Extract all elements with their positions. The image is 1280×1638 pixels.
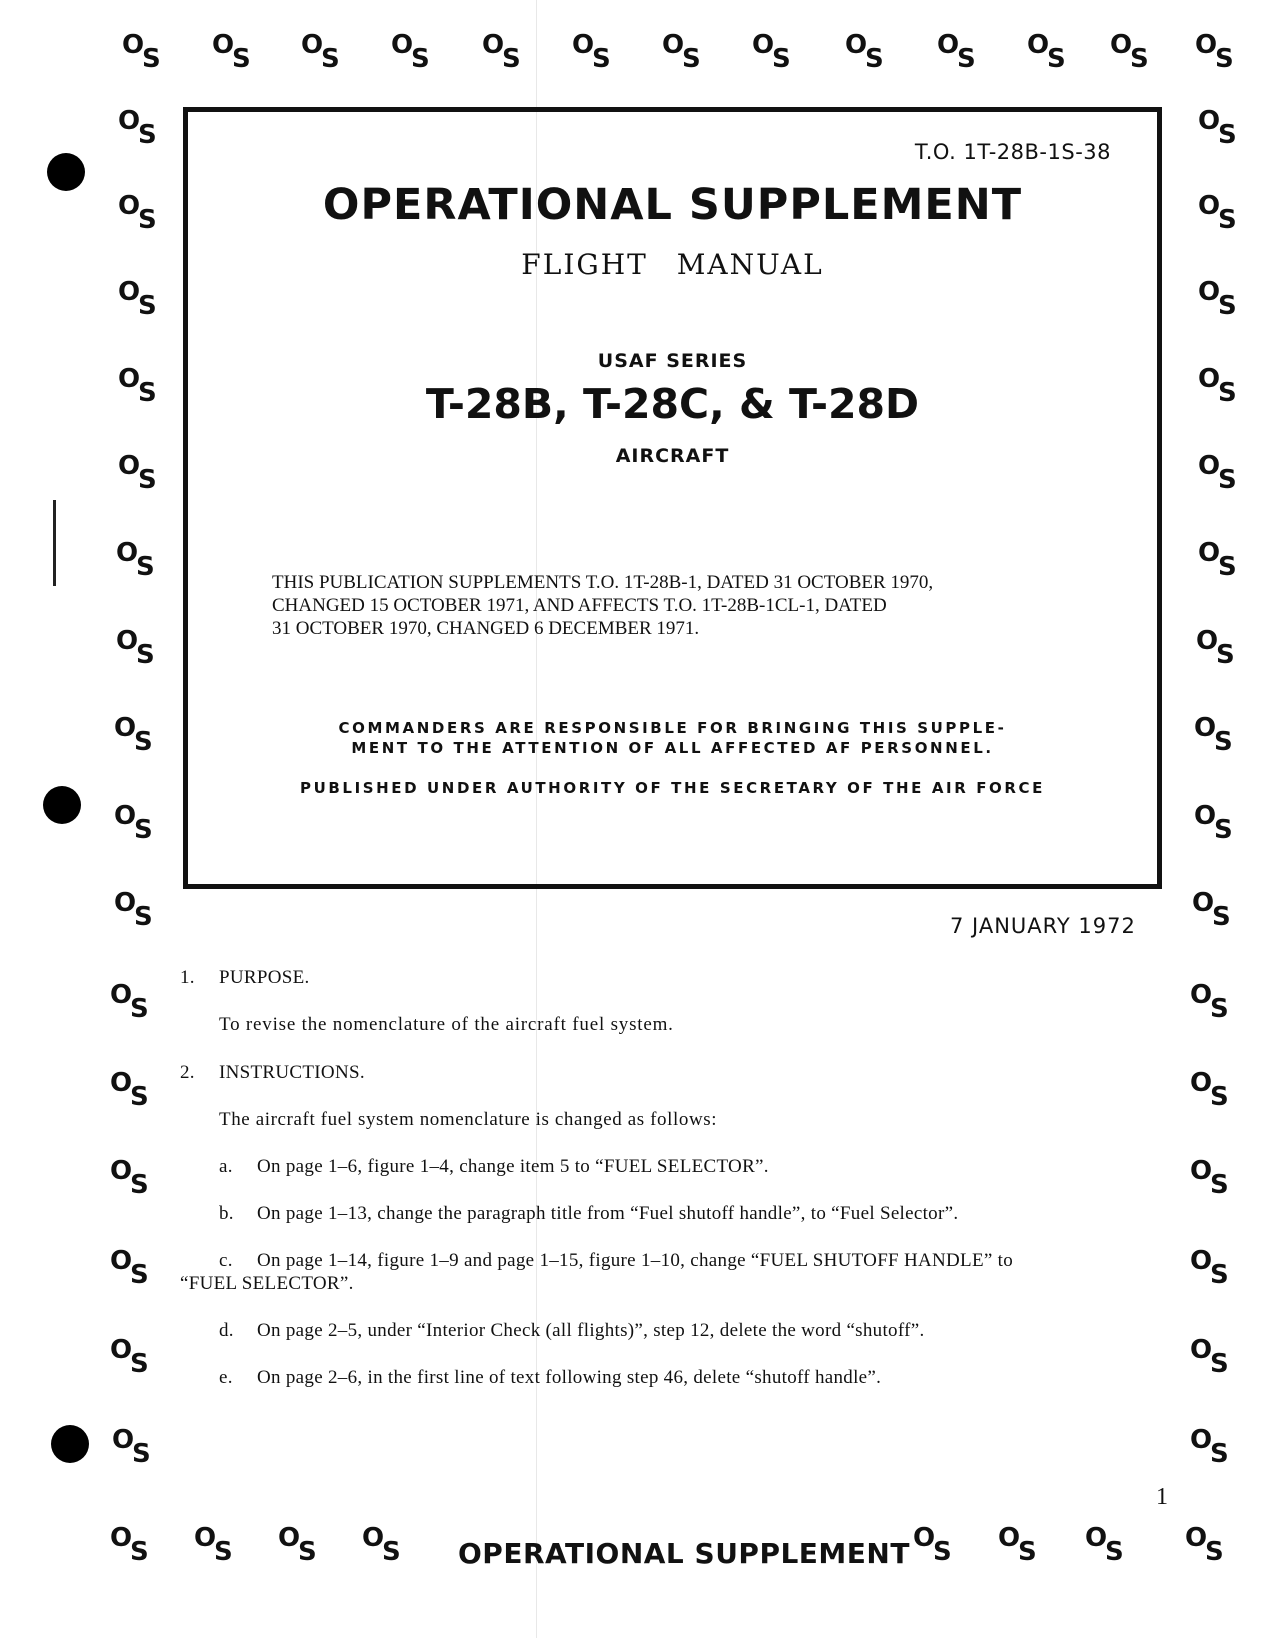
item-letter: b. — [219, 1203, 234, 1224]
aircraft-label: AIRCRAFT — [615, 445, 730, 467]
item-letter: a. — [219, 1156, 233, 1177]
os-logo-icon: O S — [1110, 30, 1149, 74]
os-logo-icon: O S — [572, 30, 611, 74]
os-logo-icon: O S — [1198, 451, 1237, 495]
os-logo-icon: O S — [845, 30, 884, 74]
notice-line: MENT TO THE ATTENTION OF ALL AFFECTED AF PERSONNEL. — [351, 739, 994, 757]
section-heading: INSTRUCTIONS. — [219, 1062, 365, 1083]
os-logo-icon: O S — [122, 30, 161, 74]
section-instructions — [180, 1062, 1160, 1402]
os-logo-icon: O S — [114, 801, 153, 845]
os-logo-icon: O S — [1192, 888, 1231, 932]
binder-hole — [47, 153, 85, 191]
os-logo-icon: O S — [1185, 1523, 1224, 1567]
item-letter: d. — [219, 1320, 234, 1341]
os-logo-icon: O S — [1198, 191, 1237, 235]
os-logo-icon: O S — [391, 30, 430, 74]
to-number: T.O. 1T-28B-1S-38 — [914, 140, 1111, 164]
document-subtitle: FLIGHT MANUAL — [521, 248, 824, 281]
os-logo-icon: O S — [1194, 801, 1233, 845]
os-logo-icon: O S — [118, 191, 157, 235]
os-logo-icon: O S — [114, 713, 153, 757]
supplement-line: 31 OCTOBER 1970, CHANGED 6 DECEMBER 1971. — [272, 618, 700, 639]
item-letter: c. — [219, 1250, 233, 1271]
binder-hole — [43, 786, 81, 824]
footer-title: OPERATIONAL SUPPLEMENT — [458, 1537, 910, 1570]
commanders-notice — [188, 718, 1157, 758]
edge-mark — [53, 500, 56, 586]
series-label: USAF SERIES — [597, 350, 748, 372]
item-letter: e. — [219, 1367, 233, 1388]
os-logo-icon: O S — [1190, 1425, 1229, 1469]
os-logo-icon: O S — [1198, 364, 1237, 408]
authority-statement: PUBLISHED UNDER AUTHORITY OF THE SECRETARY OF THE AIR FORCE — [300, 779, 1045, 797]
os-logo-icon: O S — [1190, 1246, 1229, 1290]
item-text: On page 1–14, figure 1–9 and page 1–15, figure 1–10, change “FUEL SHUTOFF HANDLE” to — [257, 1250, 1014, 1271]
binder-hole — [51, 1425, 89, 1463]
section-text: To revise the nomenclature of the aircraft fuel system. — [219, 1014, 674, 1035]
os-logo-icon: O S — [110, 1156, 149, 1200]
section-purpose — [180, 967, 1130, 1047]
os-logo-icon: O S — [301, 30, 340, 74]
os-logo-icon: O S — [110, 1246, 149, 1290]
page-number: 1 — [1156, 1484, 1168, 1510]
os-logo-icon: O S — [1196, 626, 1235, 670]
os-logo-icon: O S — [116, 538, 155, 582]
os-logo-icon: O S — [118, 364, 157, 408]
supplement-line: THIS PUBLICATION SUPPLEMENTS T.O. 1T-28B-1, DATED 31 OCTOBER 1970, — [272, 572, 934, 593]
supplement-line: CHANGED 15 OCTOBER 1971, AND AFFECTS T.O. 1T-28B-1CL-1, DATED — [272, 595, 887, 616]
os-logo-icon: O S — [118, 106, 157, 150]
os-logo-icon: O S — [114, 888, 153, 932]
os-logo-icon: O S — [212, 30, 251, 74]
os-logo-icon: O S — [1190, 1156, 1229, 1200]
os-logo-icon: O S — [278, 1523, 317, 1567]
item-text: On page 2–5, under “Interior Check (all flights)”, step 12, delete the word “shutoff”. — [257, 1320, 925, 1341]
os-logo-icon: O S — [1190, 1068, 1229, 1112]
os-logo-icon: O S — [1198, 538, 1237, 582]
supplement-statement — [272, 571, 1092, 640]
os-logo-icon: O S — [112, 1425, 151, 1469]
os-logo-icon: O S — [1190, 980, 1229, 1024]
os-logo-icon: O S — [913, 1523, 952, 1567]
os-logo-icon: O S — [752, 30, 791, 74]
issue-date: 7 JANUARY 1972 — [950, 914, 1136, 938]
document-title: OPERATIONAL SUPPLEMENT — [322, 180, 1023, 230]
os-logo-icon: O S — [1194, 713, 1233, 757]
item-text: On page 1–13, change the paragraph title from “Fuel shutoff handle”, to “Fuel Selector”. — [257, 1203, 959, 1224]
os-logo-icon: O S — [937, 30, 976, 74]
section-heading: PURPOSE. — [219, 967, 310, 988]
section-number: 2. — [180, 1062, 195, 1083]
os-logo-icon: O S — [194, 1523, 233, 1567]
item-continuation: “FUEL SELECTOR”. — [180, 1273, 354, 1294]
item-text: On page 2–6, in the first line of text following step 46, delete “shutoff handle”. — [257, 1367, 882, 1388]
os-logo-icon: O S — [1190, 1335, 1229, 1379]
os-logo-icon: O S — [116, 626, 155, 670]
os-logo-icon: O S — [110, 980, 149, 1024]
os-logo-icon: O S — [1198, 277, 1237, 321]
aircraft-models: T-28B, T-28C, & T-28D — [425, 380, 920, 428]
os-logo-icon: O S — [1195, 30, 1234, 74]
section-text: The aircraft fuel system nomenclature is changed as follows: — [219, 1109, 718, 1130]
os-logo-icon: O S — [998, 1523, 1037, 1567]
os-logo-icon: O S — [1198, 106, 1237, 150]
title-box — [183, 107, 1162, 889]
os-logo-icon: O S — [118, 451, 157, 495]
os-logo-icon: O S — [662, 30, 701, 74]
os-logo-icon: O S — [482, 30, 521, 74]
section-number: 1. — [180, 967, 195, 988]
notice-line: COMMANDERS ARE RESPONSIBLE FOR BRINGING THIS SUPPLE- — [338, 719, 1007, 737]
os-logo-icon: O S — [1085, 1523, 1124, 1567]
item-text: On page 1–6, figure 1–4, change item 5 to “FUEL SELECTOR”. — [257, 1156, 769, 1177]
os-logo-icon: O S — [1027, 30, 1066, 74]
os-logo-icon: O S — [110, 1068, 149, 1112]
os-logo-icon: O S — [362, 1523, 401, 1567]
os-logo-icon: O S — [110, 1335, 149, 1379]
os-logo-icon: O S — [110, 1523, 149, 1567]
os-logo-icon: O S — [118, 277, 157, 321]
